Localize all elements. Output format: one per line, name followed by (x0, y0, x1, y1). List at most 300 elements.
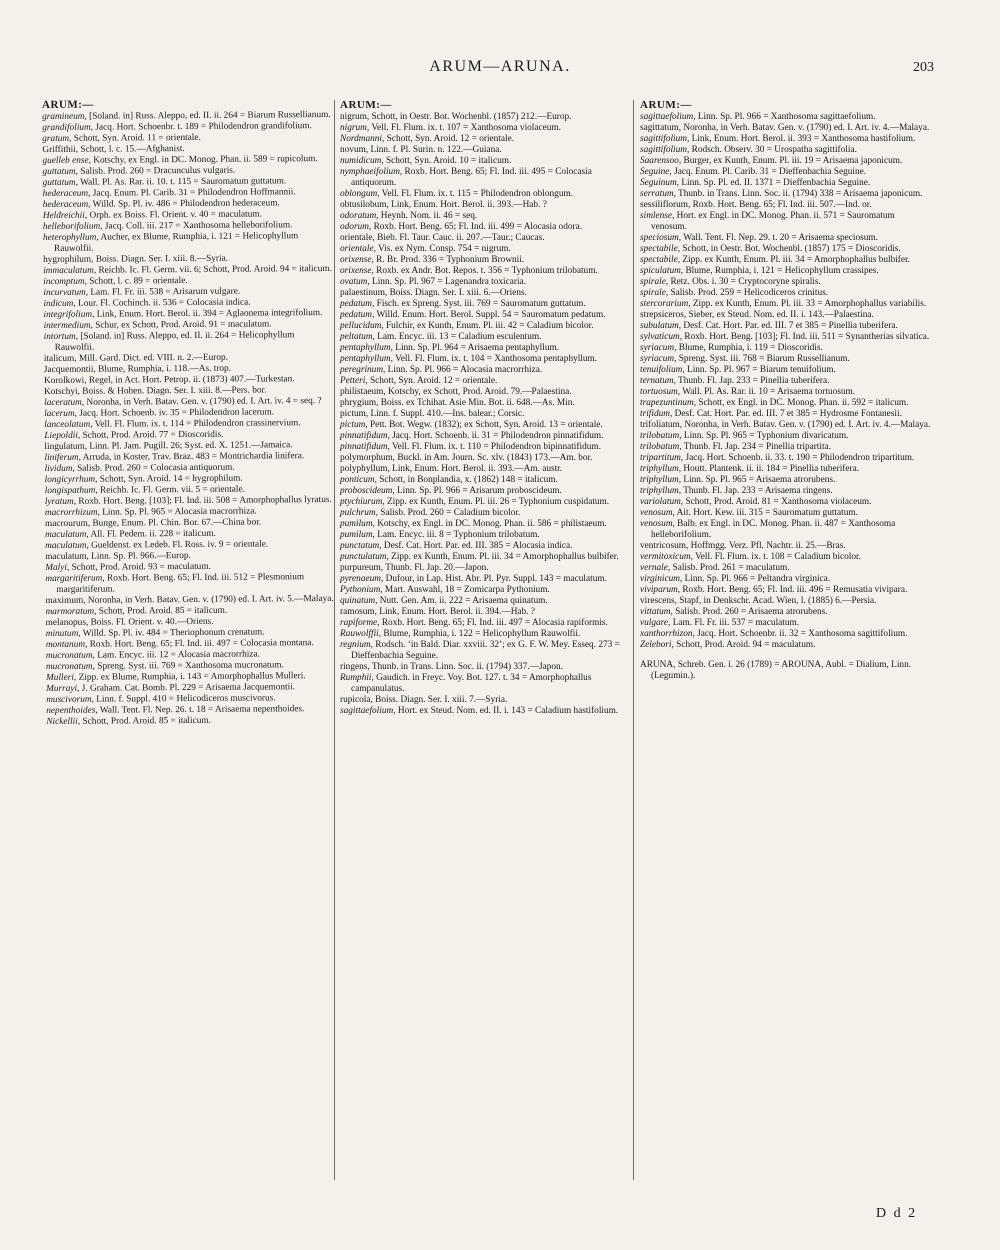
entry-name: lividum, (44, 463, 75, 474)
entry-citation: Jacq. Hort. Schoenb. iv. 35 = Philodendron lacerum. (76, 407, 275, 419)
entry-name: triphyllum, (640, 486, 682, 496)
entry-citation: Linn. Sp. Pl. 965 = Typhonium divaricatum. (681, 431, 849, 441)
entry-name: pedatum, (340, 310, 375, 320)
entry-citation: Kotschy, ex Engl. in DC. Monog. Phan. ii. 589 = rupicolum. (90, 154, 318, 166)
entry-name: odoratum, (340, 211, 379, 221)
entry-name: mucronatum, (45, 661, 95, 672)
entry-name: quinatum, (340, 596, 378, 606)
entry-citation: Wall. Tent. Fl. Nep. 26. t. 18 = Arisaema nepenthoides. (97, 704, 305, 716)
entry-name: intermedium, (43, 320, 93, 331)
entry-citation: Roxb. Hort. Beng. 65; Fl. Ind. iii. 497 = Alocasia rapiformis. (379, 618, 608, 628)
entry-name: ptychiurum, (340, 497, 385, 507)
entry-name: longispathum, (44, 485, 98, 496)
index-entry (640, 244, 932, 255)
index-entry (640, 409, 932, 420)
entry-citation: Zipp. ex Kunth, Enum. Pl. iii. 34 = Amorphophallus bulbifer. (680, 255, 910, 265)
index-entry (640, 497, 932, 508)
page-number: 203 (913, 60, 934, 75)
entry-name: macrourum, (44, 518, 91, 529)
entry-name: Rauwolffii, (340, 629, 382, 639)
entry-citation: Linn. f. Suppl. 410.—Ins. balear.; Corsic. (368, 409, 525, 419)
entry-name: philistaeum, (340, 387, 386, 397)
index-entry (640, 431, 932, 442)
index-entry (640, 629, 932, 640)
index-entry (340, 376, 632, 387)
entry-citation: Boiss. Diagn. Ser. I. xiii. 6.—Oriens. (387, 288, 527, 298)
entry-name: nepenthoides, (46, 705, 98, 716)
printer-signature: D d 2 (876, 1206, 918, 1221)
entry-name: spirale, (640, 288, 669, 298)
entry-name: trapezuntinum, (640, 398, 697, 408)
entry-citation: Reichb. Ic. Fl. Germ. vii. 5 = orientale. (97, 484, 245, 496)
entry-citation: Vell. Fl. Flum. ix. t. 104 = Xanthosoma pentaphyllum. (392, 354, 598, 364)
entry-citation: Hort. ex Steud. Nom. ed. II. i. 143 = Caladium hastifolium. (395, 706, 619, 716)
entry-name: pellucidum, (340, 321, 384, 331)
entry-name: ringens, (340, 662, 370, 672)
entry-citation: Thunb. in Trans. Linn. Soc. ii. (1794) 338 = Arisaema japonicum. (675, 189, 923, 199)
index-entry (340, 233, 632, 244)
entry-name: venosum, (640, 508, 675, 518)
genus-entry: ARUNA, Schreb. Gen. i. 26 (1789) = AROUNA, Aubl. = Dialium, Linn. (Legumin.). (640, 660, 912, 681)
entry-name: ramosum, (340, 607, 377, 617)
entry-name: ponticum, (340, 475, 377, 485)
entry-name: sylvaticum, (640, 332, 683, 342)
entry-citation: Ait. Hort. Kew. iii. 315 = Sauromatum guttatum. (674, 508, 858, 518)
entry-name: spiculatum, (640, 266, 684, 276)
entry-citation: Linn. Sp. Pl. 966.—Europ. (88, 550, 191, 562)
entry-citation: Schur, ex Schott, Prod. Aroid. 91 = maculatum. (92, 319, 272, 331)
entry-citation: Pett. Bot. Wegw. (1832); ex Schott, Syn. Aroid. 13 = orientale. (367, 420, 603, 430)
entry-citation: Reichb. Ic. Fl. Germ. vii. 6; Schott, Prod. Aroid. 94 = italicum. (96, 263, 333, 276)
entry-citation: Linn. Sp. Pl. 965 = Arisaema atrorubens. (681, 475, 836, 485)
index-entry (640, 607, 932, 618)
entry-citation: Zipp. ex Kunth, Enum. Pl. iii. 34 = Amorphophallus bulbifer. (388, 552, 619, 562)
index-entry (640, 453, 932, 464)
index-entry (340, 706, 632, 717)
entry-name: Malyi, (45, 562, 70, 573)
entry-name: mucronatum, (45, 650, 95, 661)
entry-citation: Zipp. ex Blume, Rumphia, i. 143 = Amorphophallus Mulleri. (76, 671, 306, 683)
index-entry (340, 200, 632, 211)
index-entry (640, 310, 932, 321)
entry-name: oblongum, (340, 189, 380, 199)
entry-citation: Schott, Syn. Aroid. 12 = orientale. (384, 134, 515, 144)
index-entry (340, 189, 632, 200)
entry-citation: Roxb. Hort. Beng. 65; Fl. Ind. iii. 512 = Plesmonium margaritiferum. (56, 572, 305, 595)
entry-name: venosum, (640, 519, 675, 529)
index-entry (340, 277, 632, 288)
entry-citation: Schott, in Oestr. Bot. Wochenbl. (1857) 212.—Europ. (369, 112, 572, 122)
entry-citation: Link, Enum. Hort. Berol. ii. 393 = Xanthosoma hastifolium. (689, 134, 916, 144)
entry-citation: Blume, Rumphia, i. 122 = Helicophyllum Rauwolfii. (381, 629, 581, 639)
index-entry (640, 354, 932, 365)
entry-citation: Wall. Pl. As. Rar. ii. 10. t. 115 = Sauromatum guttatum. (77, 176, 287, 188)
index-entry (44, 330, 336, 354)
entry-citation: Orph. ex Boiss. Fl. Orient. v. 40 = maculatum. (87, 209, 262, 221)
index-entry (640, 200, 932, 211)
index-entry (45, 572, 337, 596)
index-entry (340, 475, 632, 486)
index-entry (340, 519, 632, 530)
index-entry (640, 596, 932, 607)
entry-citation: Schott, Syn. Aroid. 11 = orientale. (71, 132, 201, 144)
index-entry (340, 464, 632, 475)
entry-citation: Fisch. ex Spreng. Syst. iii. 769 = Sauromatum guttatum. (374, 299, 586, 309)
index-entry (340, 695, 632, 706)
entry-citation: Roxb. Hort. Beng. 65; Fl. Ind. iii. 495 = Colocasia antiquorum. (351, 167, 592, 188)
index-entry (340, 530, 632, 541)
index-entry (340, 442, 632, 453)
index-entry (340, 431, 632, 442)
index-entry (340, 596, 632, 607)
entry-name: regnium, (340, 640, 373, 650)
entry-citation: Schott, in Bonplandia, x. (1862) 148 = italicum. (376, 475, 558, 485)
entry-citation: [Soland. in] Russ. Aleppo, ed. II. ii. 264 = Helicophyllum Rauwolfii. (54, 330, 295, 353)
entry-name: pyrenaeum, (340, 574, 384, 584)
entry-name: hederaceum, (42, 199, 91, 210)
entry-citation: Schott, Syn. Aroid. 14 = hygrophilum. (97, 473, 243, 485)
index-entry (640, 574, 932, 585)
entry-citation: Jacq. Hort. Schoenb. ii. 31 = Philodendron pinnatifidum. (389, 431, 604, 441)
entry-citation: Roxb. Hort. Beng. 65; Fl. Ind. iii. 496 = Remusatia vivipara. (680, 585, 908, 595)
entry-name: intortum, (43, 331, 79, 342)
column-2 (340, 100, 632, 717)
entry-name: simlense, (640, 211, 675, 221)
entry-citation: Spreng. Syst. iii. 769 = Xanthosoma mucronatum. (94, 660, 284, 672)
entry-name: laceratum, (44, 397, 85, 408)
index-entry (640, 585, 932, 596)
entry-name: pulchrum, (340, 508, 378, 518)
entry-name: gratum, (42, 133, 72, 144)
entry-citation: Schott, Prod. Aroid. 77 = Dioscoridis. (80, 429, 224, 441)
entry-citation: Bunge, Enum. Pl. Chin. Bor. 67.—China bor. (90, 517, 262, 529)
index-entry (340, 299, 632, 310)
entry-name: nigrum, (340, 123, 370, 133)
entry-name: strepsiceros, (640, 310, 687, 320)
entry-citation: Schott, Prod. Aroid. 85 = italicum. (96, 605, 228, 617)
entry-citation: Wall. Pl. As. Rar. ii. 10 = Arisaema tortuosum. (680, 387, 856, 397)
entry-citation: Lour. Fl. Cochinch. ii. 536 = Colocasia indica. (75, 297, 251, 309)
entry-name: longicyrrhum, (44, 474, 98, 485)
entry-citation: Schott, Prod. Aroid. 94 = maculatum. (673, 640, 816, 650)
entry-name: spectabile, (640, 255, 681, 265)
entry-citation: Linn. Sp. Pl. ed. II. 1371 = Dieffenbachia Seguine. (679, 178, 871, 188)
entry-name: triphyllum, (640, 464, 682, 474)
running-head: ARUM—ARUNA. (429, 58, 571, 75)
entry-name: margaritiferum, (45, 573, 105, 584)
index-entry (340, 310, 632, 321)
entry-name: Kotschyi, (44, 386, 80, 397)
entry-name: incurvatum, (43, 287, 89, 298)
entry-citation: Noronha, in Verh. Batav. Gen. v. (1790) ed. I. Art. iv. 4.—Malaya. (682, 420, 931, 430)
entry-name: minutum, (45, 628, 81, 639)
entry-citation: Linn. Sp. Pl. 966 = Alocasia macrorrhiza. (385, 365, 543, 375)
entry-name: rupicola, (340, 695, 373, 705)
entry-name: Mulleri, (46, 672, 77, 683)
index-entry (340, 365, 632, 376)
index-entry (640, 541, 932, 552)
entry-name: ovatum, (340, 277, 370, 287)
entry-name: proboscideum, (340, 486, 395, 496)
entry-citation: J. Graham. Cat. Bomb. Pl. 229 = Arisaema Jacquemontii. (79, 682, 296, 694)
entry-name: hederaceum, (42, 188, 91, 199)
entry-name: ternatum, (640, 376, 676, 386)
index-entry (340, 618, 632, 629)
entry-citation: Salisb. Prod. 261 = maculatum. (670, 563, 790, 573)
entry-name: virescens, (640, 596, 677, 606)
entry-name: pumilum, (340, 519, 375, 529)
entry-citation: Jacq. Hort. Schoenbr. ii. 32 = Xanthosoma sagittifolium. (694, 629, 908, 639)
entry-name: obtusilobum, (340, 200, 389, 210)
column-heading: ARUM:— (640, 99, 692, 111)
index-entry (340, 585, 632, 596)
entry-name: vernale, (640, 563, 671, 573)
index-entry (46, 715, 338, 728)
column-heading: ARUM:— (340, 99, 392, 111)
entry-citation: Blume, Rumphia, i. 119 = Dioscoridis. (676, 343, 823, 353)
entry-name: Saarensoo, (640, 156, 682, 166)
entry-name: sagittifolium, (640, 134, 690, 144)
entry-citation: Dufour, in Lap. Hist. Abr. Pl. Pyr. Suppl. 143 = maculatum. (383, 574, 607, 584)
entry-citation: Buckl. in Am. Journ. Sc. xlv. (1843) 173.—Am. bor. (395, 453, 593, 463)
entry-citation: Nutt. Gen. Am. ii. 222 = Arisaema quinatum. (377, 596, 548, 606)
index-entry (340, 563, 632, 574)
entry-citation: Linn. Sp. Pl. 966 = Peltandra virginica. (682, 574, 831, 584)
entry-citation: Mill. Gard. Dict. ed. VIII. n. 2.—Europ. (76, 352, 229, 364)
entry-name: lyratum, (44, 496, 77, 507)
entry-citation: Thunb. Fl. Jap. 233 = Pinellia tuberifera. (675, 376, 830, 386)
entry-name: vulgare, (640, 618, 671, 628)
entry-citation: Salisb. Prod. 260 = Colocasia antiquorum. (74, 462, 235, 474)
entry-citation: Blume, Rumphia, i. 121 = Helicophyllum crassipes. (683, 266, 879, 276)
entry-name: montanum, (45, 639, 88, 650)
index-entry (640, 420, 932, 431)
entry-name: pictum, (340, 420, 368, 430)
entry-citation: Linn. Sp. Pl. 967 = Lagenandra toxicaria. (369, 277, 526, 287)
entry-name: Jacquemontii, (43, 364, 96, 375)
entry-name: vittatum, (640, 607, 673, 617)
entry-name: syriacum, (640, 354, 677, 364)
entry-citation: All. Fl. Pedem. ii. 228 = italicum. (88, 528, 216, 540)
index-entry (640, 145, 932, 156)
entry-citation: Salisb. Prod. 260 = Dracunculus vulgaris. (77, 165, 236, 177)
entry-name: lacerum, (44, 408, 78, 419)
entry-citation: Roxb. Hort. Beng. 65; Fl. Ind. iii. 499 = Alocasia odora. (371, 222, 583, 232)
entry-citation: Willd. Sp. Pl. iv. 484 = Theriophonum crenatum. (80, 627, 265, 639)
entry-citation: Regel, in Act. Hort. Petrop. ii. (1873) 407.—Turkestan. (86, 374, 295, 386)
entry-citation: Sieber, ex Steud. Nom. ed. II. i. 143.—Palaestina. (686, 310, 874, 320)
entry-citation: Burger, ex Kunth, Enum. Pl. iii. 19 = Arisaema japonicum. (681, 156, 903, 166)
entry-name: numidicum, (340, 156, 384, 166)
index-entry (640, 189, 932, 200)
entry-citation: Balb. ex Engl. in DC. Monog. Phan. ii. 487 = Xanthosoma helleborifolium. (651, 519, 896, 540)
entry-citation: Jacq. Enum. Pl. Carib. 31 = Dieffenbachia Seguine. (671, 167, 867, 177)
entry-name: spirale, (640, 277, 669, 287)
entry-name: immaculatum, (43, 265, 97, 276)
index-entry (43, 264, 335, 277)
entry-citation: Jacq. Coll. iii. 217 = Xanthosoma helleborifolium. (102, 220, 293, 232)
entry-citation: Willd. Sp. Pl. iv. 486 = Philodendron hederaceum. (90, 198, 280, 210)
entry-citation: Bieb. Fl. Taur. Cauc. ii. 207.—Taur.; Caucas. (374, 233, 545, 243)
entry-citation: Noronha, in Verh. Batav. Gen. v. (1790) ed. I. Art. iv. 4 = seq. ? (84, 396, 322, 408)
entry-citation: Schott, l. c. 89 = orientale. (86, 275, 188, 287)
entry-citation: Blume, Rumphia, i. 118.—As. trop. (95, 363, 232, 375)
column-heading: ARUM:— (41, 98, 94, 111)
entry-citation: Linn. Sp. Pl. 967 = Biarum tenuifolium. (684, 365, 836, 375)
index-entry (640, 134, 932, 145)
entry-name: orientale, (340, 244, 376, 254)
index-entry (640, 299, 932, 310)
entry-citation: Fulchir, ex Kunth, Enum. Pl. iii. 42 = Caladium bicolor. (383, 321, 594, 331)
index-entry (340, 244, 632, 255)
entry-name: Seguinum, (640, 178, 679, 188)
entry-citation: Willd. Enum. Hort. Berol. Suppl. 54 = Sauromatum pedatum. (374, 310, 606, 320)
page-header (0, 56, 1000, 80)
index-entry (340, 552, 632, 563)
entry-name: guttatum, (42, 177, 79, 188)
entry-citation: Kotschy, ex Schott, Prod. Aroid. 79.—Palaestina. (385, 387, 572, 397)
entry-name: peltatum, (340, 332, 375, 342)
entry-name: lingulatum, (44, 441, 88, 452)
entry-citation: Vell. Fl. Flum. ix. t. 114 = Philodendron crassinervium. (92, 418, 301, 430)
entry-citation: Thunb. Fl. Jap. 234 = Pinellia tripartita. (681, 442, 832, 452)
entry-name: integrifolium, (43, 309, 95, 320)
entry-citation: Schott, Prod. Aroid. 93 = maculatum. (69, 561, 211, 573)
entry-citation: Thunb. in Trans. Linn. Soc. ii. (1794) 337.—Japon. (369, 662, 563, 672)
index-entry (340, 112, 632, 123)
entry-citation: Linn. Sp. Pl. 965 = Alocasia macrorrhiza. (99, 506, 257, 518)
index-entry (340, 354, 632, 365)
entry-name: pinnatifidum, (340, 431, 390, 441)
entry-citation: Salisb. Prod. 260 = Arisaema atrorubens. (672, 607, 828, 617)
entry-name: Murrayi, (46, 683, 80, 694)
index-entry (640, 519, 932, 541)
index-entry (640, 552, 932, 563)
entry-name: viviparum, (640, 585, 681, 595)
index-entry (340, 211, 632, 222)
entry-name: orientale, (340, 233, 375, 243)
index-entry (340, 145, 632, 156)
entry-citation: Noronha, in Verh. Batav. Gen. v. (1790) ed. I. Art. iv. 4.—Malaya. (681, 123, 930, 133)
index-entry (640, 211, 932, 233)
entry-name: polyphyllum, (340, 464, 390, 474)
entry-citation: Vell. Fl. Flum. ix. t. 115 = Philodendron oblongum. (379, 189, 574, 199)
entry-name: maculatum, (45, 540, 89, 551)
entry-citation: Jacq. Enum. Pl. Carib. 31 = Philodendron Hoffmannii. (90, 187, 296, 199)
entry-citation: Houtt. Plantenk. ii. ii. 184 = Pinellia tuberifera. (681, 464, 860, 474)
entry-citation: Wall. Tent. Fl. Nep. 29. t. 20 = Arisaema speciosum. (681, 233, 878, 243)
entry-name: Rumphii, (340, 673, 374, 683)
entry-name: nigrum, (340, 112, 370, 122)
entry-citation: Salisb. Prod. 259 = Helicodiceros crinitus. (668, 288, 829, 298)
entry-name: punctulatum, (340, 552, 389, 562)
index-entry (640, 167, 932, 178)
entry-name: speciosum, (640, 233, 682, 243)
entry-name: sagittaefolium, (340, 706, 396, 716)
entry-citation: Link, Enum. Hort. Berol. ii. 394.—Hab. ? (376, 607, 535, 617)
index-entry (340, 673, 632, 695)
entry-citation: Linn. f. Pl. Surin. n. 122.—Guiana. (368, 145, 502, 155)
index-entry (640, 123, 932, 134)
index-entry (340, 332, 632, 343)
entry-citation: Roxb. ex Andr. Bot. Repos. t. 356 = Typhonium trilobatum. (373, 266, 598, 276)
index-entry (640, 640, 932, 651)
index-entry (340, 629, 632, 640)
entry-citation: Boiss. Diagn. Ser. I. xiii. 8.—Syria. (93, 253, 229, 265)
index-entry (340, 255, 632, 266)
entry-citation: Schott, Prod. Aroid. 85 = italicum. (80, 715, 211, 727)
entry-citation: Noronha, in Verh. Batav. Gen. v. (1790) ed. I. Art. iv. 5.—Malaya. (85, 593, 334, 606)
entry-name: pedatum, (340, 299, 375, 309)
entry-name: maculatum, (45, 529, 89, 540)
index-entry (640, 618, 932, 629)
entry-name: rapiforme, (340, 618, 380, 628)
entry-name: palaestinum, (340, 288, 388, 298)
entry-name: pinnatifidum, (340, 442, 390, 452)
entry-citation: Zipp. ex Kunth, Enum. Pl. iii. 33 = Amorphophallus variabilis. (690, 299, 927, 309)
index-entry (340, 640, 632, 662)
entry-name: nymphaeifolium, (340, 167, 403, 177)
entry-name: pentaphyllum, (340, 343, 393, 353)
entry-citation: Hoffmgg. Verz. Pfl. Nachtr. ii. 25.—Bras. (688, 541, 846, 551)
entry-citation: [Soland. in] Russ. Aleppo, ed. II. ii. 264 = Biarum Russellianum. (86, 109, 331, 122)
entry-citation: Kotschy, ex Engl. in DC. Monog. Phan. ii. 586 = philistaeum. (374, 519, 607, 529)
entry-citation: Heynh. Nom. ii. 46 = seq. (378, 211, 478, 221)
entry-name: orixense, (340, 255, 374, 265)
entry-citation: Linn. Sp. Pl. 966 = Xanthosoma sagittaefolium. (695, 112, 876, 122)
index-entry (640, 233, 932, 244)
index-entry (640, 277, 932, 288)
index-entry (640, 112, 932, 123)
entry-name: incomptum, (43, 276, 87, 287)
index-entry (640, 508, 932, 519)
index-entry (640, 343, 932, 354)
entry-name: melanopus, (45, 617, 89, 628)
entry-citation: Desf. Cat. Hort. Par. ed. III. 385 = Alocasia indica. (381, 541, 573, 551)
entry-citation: Gaudich. in Freyc. Voy. Bot. 127. t. 34 = Amorphophallus campanulatus. (351, 673, 592, 694)
entry-name: Seguine, (640, 167, 672, 177)
index-entry (340, 662, 632, 673)
entry-name: Nickellii, (46, 716, 81, 727)
index-entry (340, 508, 632, 519)
entry-name: variolatum, (640, 497, 684, 507)
entry-citation: Aucher, ex Blume, Rumphia, i. 121 = Helicophyllum Rauwolfii. (54, 231, 299, 254)
entry-citation: Roxb. Hort. Beng. [103]; Fl. Ind. iii. 511 = Synantherias silvatica. (682, 332, 930, 342)
entry-name: purpureum, (340, 563, 384, 573)
entry-name: novum, (340, 145, 369, 155)
entry-name: trifidum, (640, 409, 673, 419)
entry-citation: Rodsch. Observ. 30 = Urospatha sagittifolia. (689, 145, 857, 155)
entry-name: tortuosum, (640, 387, 681, 397)
entry-citation: Roxb. Hort. Beng. [103]; Fl. Ind. iii. 508 = Amorphophallus lyratus. (76, 494, 332, 507)
index-entry (340, 321, 632, 332)
index-entry (340, 541, 632, 552)
index-entry (640, 486, 932, 497)
index-entry (340, 398, 632, 409)
entry-name: pictum, (340, 409, 369, 419)
index-entry (640, 156, 932, 167)
entry-name: odorum, (340, 222, 372, 232)
index-entry (640, 475, 932, 486)
entry-citation: Stapf, in Denkschr. Acad. Wien, l. (1885) 6.—Persia. (676, 596, 877, 606)
column-1 (42, 98, 338, 728)
entry-citation: Vis. ex Nym. Consp. 754 = nigrum. (375, 244, 511, 254)
index-entry (640, 387, 932, 398)
entry-name: indicum, (43, 298, 76, 309)
entry-name: trilobatum, (640, 442, 682, 452)
entry-citation: Salisb. Prod. 260 = Caladium bicolor. (377, 508, 521, 518)
entry-name: triphyllum, (640, 475, 682, 485)
